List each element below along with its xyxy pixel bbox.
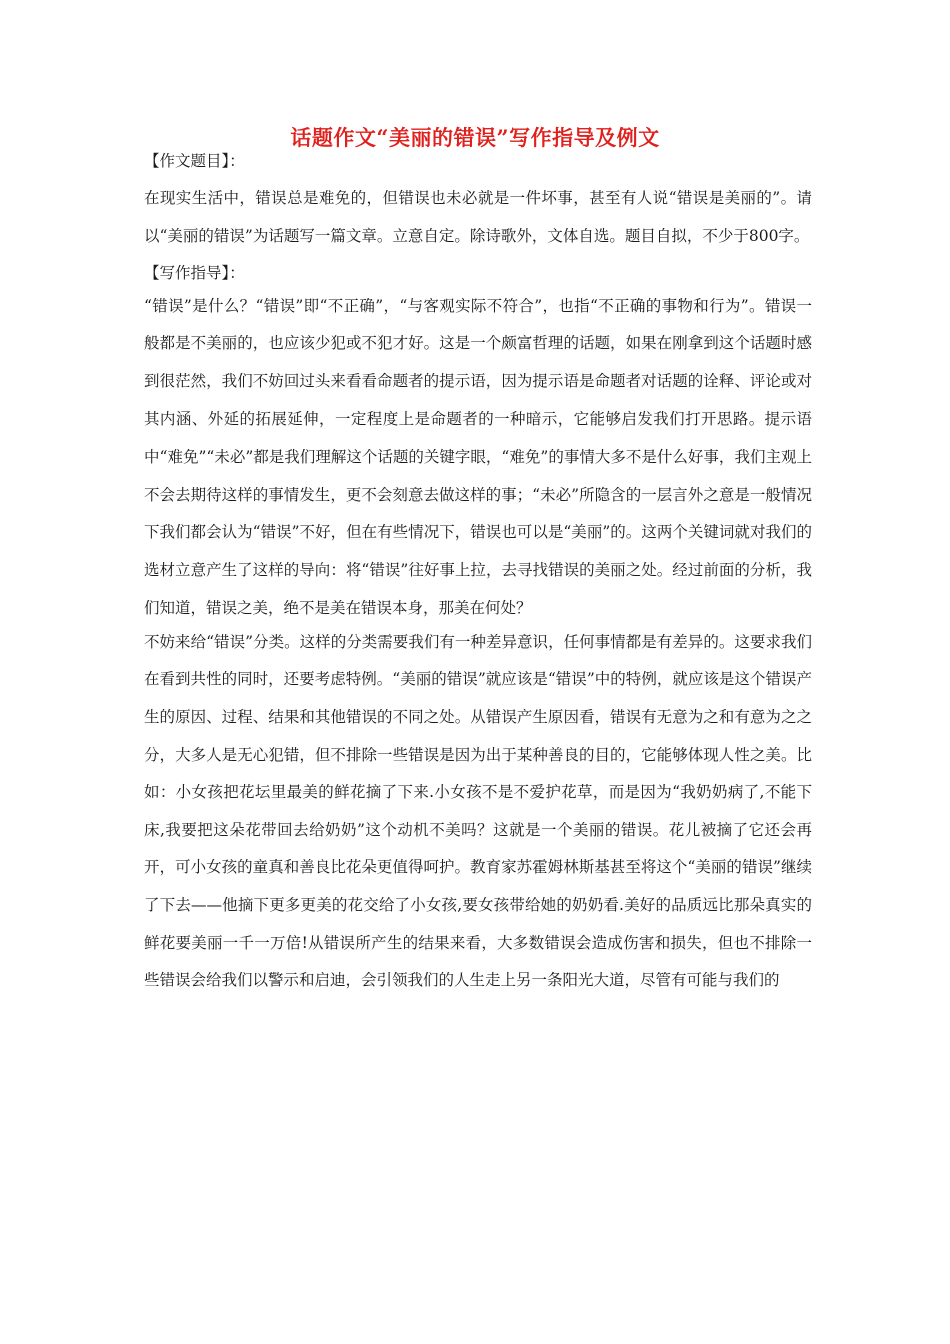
guide-section-heading: 【写作指导】： [144, 263, 245, 282]
guide-paragraph-1: “错误”是什么？“错误”即“不正确”，“与客观实际不符合”，也指“不正确的事物和行为”。错误一般都是不美丽的，也应该少犯或不犯才好。这是一个颇富哲理的话题，如果在刚拿到这个话题时感到很茫然，我们不妨回过头来看看命题者的提示语，因为提示语是命题者对话题的诠释、评论或对其内涵、外延的拓展延伸，一定程度上是命题者的一种暗示，它能够启发我们打开思路。提示语中“难免”“未必”都是我们理解这个话题的关键字眼，“难免”的事情大多不是什么好事，我们主观上不会去期待这样的事情发生，更不会刻意去做这样的事；“未必”所隐含的一层言外之意是一般情况下我们都会认为“错误”不好，但在有些情况下，错误也可以是“美丽”的。这两个关键词就对我们的选材立意产生了这样的导向：将“错误”往好事上拉，去寻找错误的美丽之处。经过前面的分析，我们知道，错误之美，绝不是美在错误本身，那美在何处？ [144, 296, 812, 617]
guide-paragraph-2: 不妨来给“错误”分类。这样的分类需要我们有一种差异意识，任何事情都是有差异的。这要求我们在看到共性的同时，还要考虑特例。“美丽的错误”就应该是“错误”中的特例，就应该是这个错误产生的原因、过程、结果和其他错误的不同之处。从错误产生原因看，错误有无意为之和有意为之之分，大多人是无心犯错，但不排除一些错误是因为出于某种善良的目的，它能够体现人性之美。比如：小女孩把花坛里最美的鲜花摘了下来.小女孩不是不爱护花草，而是因为“我奶奶病了,不能下床,我要把这朵花带回去给奶奶”这个动机不美吗？这就是一个美丽的错误。花儿被摘了它还会再开，可小女孩的童真和善良比花朵更值得呵护。教育家苏霍姆林斯基甚至将这个“美丽的错误”继续了下去——他摘下更多更美的花交给了小女孩,要女孩带给她的奶奶看.美好的品质远比那朵真实的鲜花要美丽一千一万倍!从错误所产生的结果来看，大多数错误会造成伤害和损失，但也不排除一些错误会给我们以警示和启迪，会引领我们的人生走上另一条阳光大道，尽管有可能与我们的 [144, 632, 812, 990]
document-title: 话题作文“美丽的错误”写作指导及例文 [290, 125, 660, 150]
document-body [144, 146, 812, 1000]
topic-section-heading: 【作文题目】： [144, 152, 245, 170]
topic-paragraph: 在现实生活中，错误总是难免的，但错误也未必就是一件坏事，甚至有人说“错误是美丽的”。请以“美丽的错误”为话题写一篇文章。立意自定。除诗歌外，文体自选。题目自拟，不少于800字。 [144, 189, 812, 245]
